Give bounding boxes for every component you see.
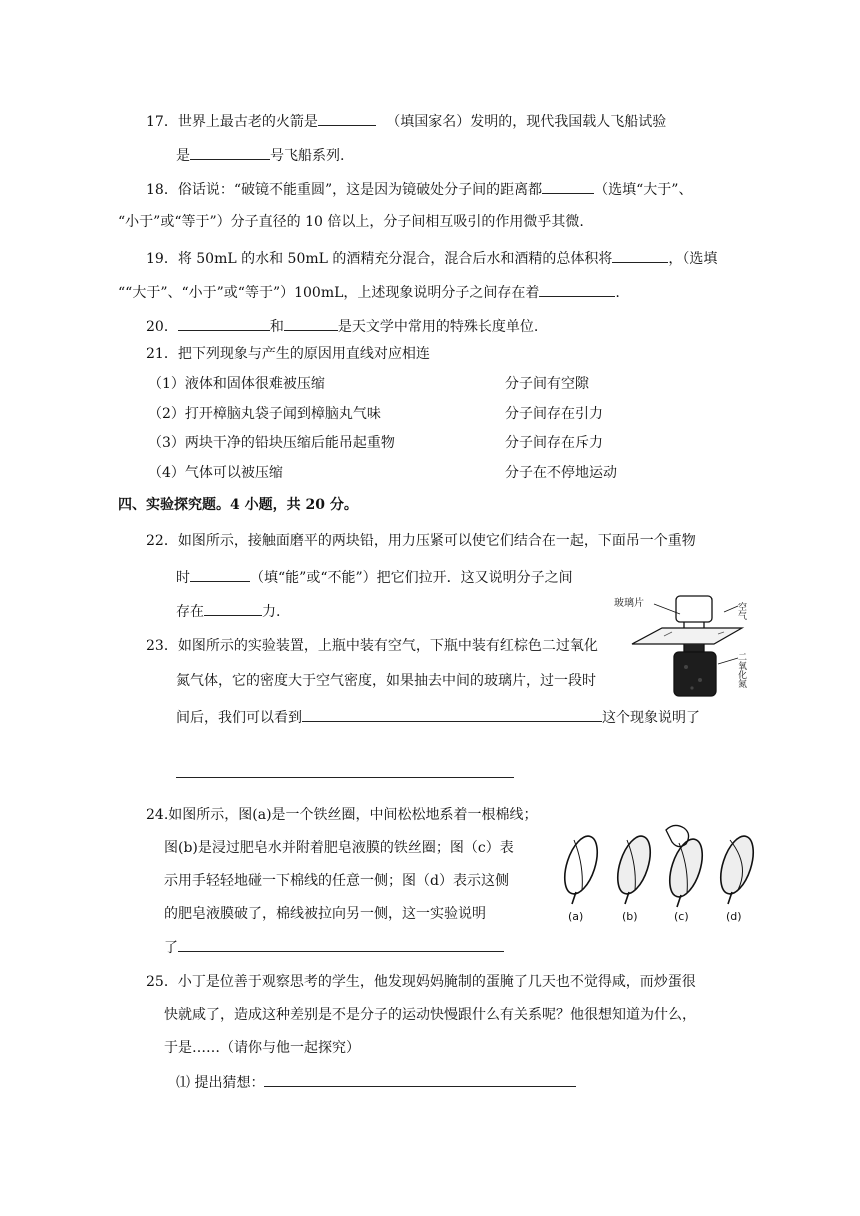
q24-blank[interactable]	[178, 937, 504, 952]
q18-blank[interactable]	[542, 179, 594, 194]
q25-line2: 快就咸了，造成这种差别是不是分子的运动快慢跟什么有关系呢？他很想知道为什么，	[164, 1007, 696, 1023]
label-a: (a)	[568, 910, 584, 923]
q25-line3: 于是……（请你与他一起探究）	[164, 1040, 360, 1056]
q17-text-b: （填国家名）发明的，现代我国载人飞船试验	[386, 114, 667, 130]
q18-text-a: 18．俗话说：“破镜不能重圆”，这是因为镜破处分子间的距离都	[146, 182, 543, 198]
q19-line1	[146, 248, 717, 268]
q21-left-4: （4）气体可以被压缩	[148, 465, 283, 481]
q22-blank-force[interactable]	[204, 601, 262, 616]
q19-text-a: 19．将 50mL 的水和 50mL 的酒精充分混合，混合后水和酒精的总体积将	[146, 251, 613, 267]
q19-text-c: ““大于”、“小于”或“等于”）100mL，上述现象说明分子之间存在着	[118, 285, 540, 301]
label-b: (b)	[622, 910, 638, 923]
loop-d	[714, 832, 759, 904]
q23-line1: 23．如图所示的实验装置，上瓶中装有空气，下瓶中装有红棕色二过氧化	[146, 638, 598, 654]
q22-line1: 22．如图所示，接触面磨平的两块铅，用力压紧可以使它们结合在一起，下面吊一个重物	[146, 533, 696, 549]
q17-blank-country[interactable]	[318, 111, 376, 126]
q25-blank-hypothesis[interactable]	[264, 1072, 576, 1087]
section4-heading: 四、实验探究题。4 小题，共 20 分。	[118, 497, 358, 513]
q17-text-c: 是	[176, 148, 190, 164]
loop-b	[611, 832, 656, 904]
q17-text-a: 17．世界上最古老的火箭是	[146, 114, 318, 130]
air-label: 空气	[736, 602, 746, 620]
lower-bottle-neck	[684, 644, 704, 652]
q24-line3: 示用手轻轻地碰一下棉线的任意一侧；图（d）表示这侧	[164, 873, 509, 889]
q24-line2: 图(b)是浸过肥皂水并附着肥皂液膜的铁丝圈；图（c）表	[164, 840, 514, 856]
no2-label: 二氧化氮	[736, 652, 746, 688]
q21-right-4: 分子在不停地运动	[505, 465, 617, 481]
q22-line2	[176, 567, 573, 587]
q19-blank-reason[interactable]	[539, 282, 615, 297]
q22-text-c: （填“能”或“不能”）把它们拉开．这又说明分子之间	[250, 570, 573, 586]
q24-text-e: 了	[164, 940, 178, 956]
q20-text-b: 和	[269, 319, 284, 335]
soap-film-figure	[554, 820, 764, 925]
q17-blank-ship[interactable]	[190, 145, 270, 160]
q22-text-b: 时	[176, 570, 190, 586]
q25-line1: 25．小丁是位善于观察思考的学生，他发现妈妈腌制的蛋腌了几天也不觉得咸，而炒蛋很	[146, 974, 696, 990]
q20-blank-2[interactable]	[284, 316, 338, 331]
q24-line1: 24.如图所示，图(a)是一个铁丝圈，中间松松地系着一根棉线；	[146, 807, 538, 823]
q20-text-c: 是天文学中常用的特殊长度单位.	[337, 319, 539, 335]
lower-bottle	[674, 652, 716, 696]
q21-right-3: 分子间存在斥力	[505, 435, 603, 451]
q21-left-1: （1）液体和固体很难被压缩	[148, 376, 325, 392]
q20-text-a: 20．	[146, 319, 178, 335]
q22-text-d: 存在	[176, 604, 204, 620]
glass-plate	[632, 628, 742, 644]
q21-title: 21．把下列现象与产生的原因用直线对应相连	[146, 346, 430, 362]
q18-line2	[118, 213, 584, 231]
q21-right-1: 分子间有空隙	[505, 376, 589, 392]
q23-blank-explain[interactable]	[176, 763, 514, 778]
diffusion-bottles-figure	[614, 592, 754, 702]
q19-text-b: ，（选填	[668, 251, 718, 267]
q22-text-e: 力.	[262, 604, 281, 620]
q24-line5	[164, 937, 504, 957]
q18-line1	[146, 179, 692, 199]
q18-text-c: “小于”或“等于”）分子直径的 10 倍以上，分子间相互吸引的作用微乎其微.	[118, 214, 584, 230]
loop-c	[663, 825, 708, 907]
q23-blank-observe[interactable]	[302, 707, 602, 722]
q21-left-2: （2）打开樟脑丸袋子闻到樟脑丸气味	[148, 406, 381, 422]
q18-text-b: （选填“大于”、	[594, 182, 693, 198]
q20-blank-1[interactable]	[178, 316, 270, 331]
q21-right-2: 分子间存在引力	[505, 406, 603, 422]
loop-a	[558, 832, 603, 904]
q22-blank-can[interactable]	[190, 567, 250, 582]
label-c: (c)	[674, 910, 689, 923]
q21-left-3: （3）两块干净的铅块压缩后能吊起重物	[148, 435, 395, 451]
q25-line4	[176, 1072, 576, 1092]
q17-line1	[146, 111, 666, 131]
q17-line2	[176, 145, 344, 165]
upper-bottle	[676, 596, 712, 622]
q23-line2: 氮气体，它的密度大于空气密度，如果抽去中间的玻璃片，过一段时	[176, 673, 596, 689]
q20-line	[146, 316, 538, 336]
q23-text-c: 间后，我们可以看到	[176, 710, 302, 726]
q19-line2	[118, 282, 620, 302]
q25-text-d: ⑴ 提出猜想：	[176, 1075, 265, 1091]
glass-plate-label: 玻璃片	[614, 598, 644, 609]
q17-text-d: 号飞船系列.	[270, 148, 345, 164]
q24-line4: 的肥皂液膜破了，棉线被拉向另一侧，这一实验说明	[164, 906, 486, 922]
q19-blank-volume[interactable]	[612, 248, 668, 263]
q22-line3	[176, 601, 280, 621]
q23-line3	[176, 707, 700, 727]
q19-text-d: .	[615, 285, 620, 301]
label-d: (d)	[726, 910, 742, 923]
q23-text-d: 这个现象说明了	[602, 710, 700, 726]
